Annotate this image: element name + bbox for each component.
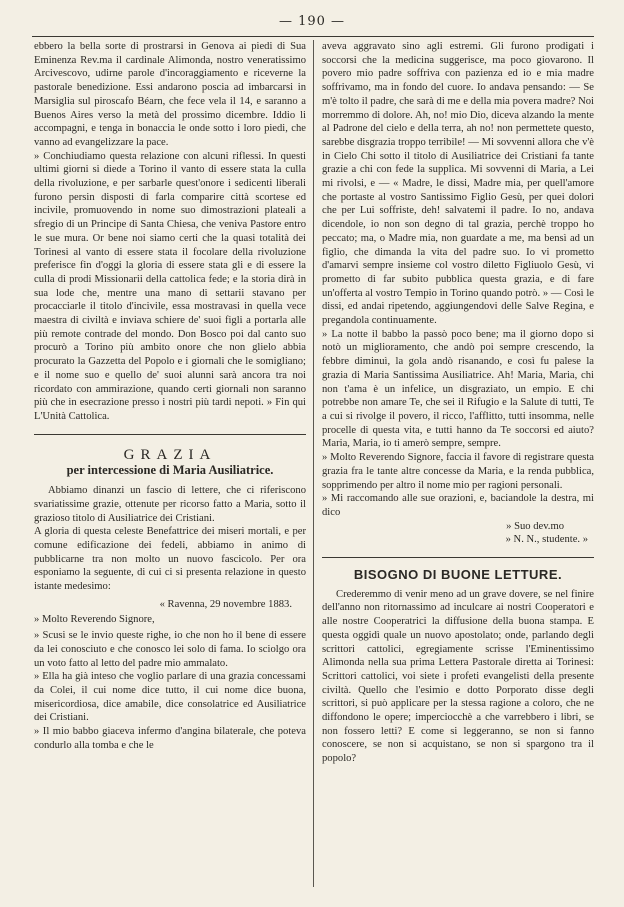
letter-closing: » Suo dev.mo bbox=[506, 520, 564, 532]
grazia-paragraph-1: Abbiamo dinanzi un fascio di lettere, che ci riferiscono svariatissime grazie, ottenute per ricorso fatto a Maria, sotto il grazioso titolo di Ausiliatrice dei Cristiani. bbox=[34, 485, 306, 524]
grazia-subtitle: per intercessione di Maria Ausiliatrice. bbox=[66, 463, 274, 478]
letter-paragraph-1: » Scusi se le invio queste righe, io che non ho il bene di essere da lei conosciuto e che conosco lei solo di fama. Io sciolgo ora un voto fatto al letto del padre mio ammalato. bbox=[34, 630, 306, 669]
grazia-title: GRAZIA bbox=[123, 446, 217, 463]
bisogno-paragraph: Crederemmo di venir meno ad un grave dovere, se nel finire dell'anno non ritornassimo ad inculcare ai nostri Cooperatori e alle nostre Cooperatrici la diffusione della buona stampa. E questa oggidì quale un nuovo apostolato; onde, parlando degli scrittori cattolici, egregiamente scrisse l'Eminentissimo Alimonda nella sua prima Lettera Pastorale diretta ai Torinesi: Scrittori cattolici, voi siete i profeti evangelisti della presente civiltà. Quello che l'esimio e dotto Porporato disse degli scrittori, si può applicare per la stessa ragione a coloro, che ne diffondono le opere; imperciocchè a che varrebbero i libri, se non fossero letti? E come si leggeranno, se non si fanno conoscere, se non si acquistano, se non si spargono tra il popolo? bbox=[322, 588, 594, 765]
letter-signature: » N. N., studente. » bbox=[505, 534, 588, 546]
bisogno-title: BISOGNO DI BUONE LETTURE. bbox=[353, 567, 563, 583]
column-divider bbox=[313, 40, 314, 887]
letter-salutation: » Molto Reverendo Signore, bbox=[34, 614, 155, 626]
letter-date: « Ravenna, 29 novembre 1883. bbox=[159, 598, 292, 610]
right-paragraph-4: » Mi raccomando alle sue orazioni, e, baciandole la destra, mi dico bbox=[322, 493, 594, 518]
left-column bbox=[34, 40, 306, 752]
right-paragraph-3: » Molto Reverendo Signore, faccia il favore di registrare questa grazia fra le tante altre concesse da Maria, e la renda pubblica, sopprimendo per altro il nome mio per ragioni personali. bbox=[322, 452, 594, 491]
right-column bbox=[322, 40, 594, 766]
section-rule-right bbox=[322, 557, 594, 558]
section-rule bbox=[34, 434, 306, 435]
right-paragraph-1: aveva aggravato sino agli estremi. Gli furono prodigati i soccorsi che la medicina suggerisce, ma poco giovarono. Il povero mio padre soffriva con pazienza ed io e mia madre soffrivamo, ma in fondo del cuore. Io andava pensando: — Se m'è tolto il padre, che sarà di me e della mia povera madre? Noi morremmo di dolore. Ah, no! mio Dio, diceva alzando la mente al Padrone del cielo e della terra, ah no! non permettete questo, sarebbe disgrazia troppo terribile! — Mi sovvenni allora che v'è in Cielo Chi sotto il titolo di Ausiliatrice dei Cristiani fa tante grazie a chi con fede la supplica. Mi sovvenni di Maria, a Lei mi rivolsi, e — « Madre, le dissi, Madre mia, per quell'amore che portaste al vostro Santissimo Figlio Gesù, per quei dolori che per Lui soffriste, deh! salvatemi il padre. Io no, andava dicendole, io non son degno di tal grazia, perchè troppo ho peccato; ma, o Madre mia, non guardate a me, ma bensì ad un figlio, che dimanda la vita del padre suo. Io vi prometto d'amarvi sempre insieme col vostro diletto Figliuolo Gesù, vi prometto di far subito pubblica questa grazia, e di fare un'offerta al vostro Tempio in Torino quando potrò. » — Così le dissi, ed andai ripetendo, aggiungendovi delle Salve Regina, e pregandola continuamente. bbox=[322, 41, 594, 327]
right-paragraph-2: » La notte il babbo la passò poco bene; ma il giorno dopo si notò un miglioramento, che andò poi sempre crescendo, la febbre diminuì, la gola andò risanando, e così fu palese la grazia di Maria Santissima Ausiliatrice. Ah! Maria, Maria, chi non t'ama è un infelice, un disgraziato, un empio. E chi potrebbe non amare Te, che sei il Rifugio e la Salute di tutti, Te a cui si rivolge il povero, il ricco, l'afflitto, tutti insomma, nelle procelle di questa vita, e tutti hanno da Te soccorsi ed aiuto? Maria, Maria, io ti amerò sempre, sempre. bbox=[322, 328, 594, 450]
page-number: — 190 — bbox=[278, 14, 346, 29]
grazia-paragraph-2: A gloria di questa celeste Benefattrice dei miseri mortali, e per comune edificazione dei fedeli, abbiamo in animo di pubblicarne tra non molto un nuovo fascicolo. Per ora esponiamo la seguente, di cui ci si presenta relazione in questo istante medesimo: bbox=[34, 526, 306, 593]
left-paragraph-1: ebbero la bella sorte di prostrarsi in Genova ai piedi di Sua Eminenza Rev.ma il cardinale Alimonda, nostro veneratissimo Arcivescovo, udirne parole d'incoraggiamento e riceverne la pastorale benedizione. Essi andarono poscia ad imbarcarsi in Marsiglia sul piroscafo Béarn, che fece vela il 14, e saranno a Buenos Aires verso la metà del prossimo dicembre. Iddio li accompagni, e tenga in bonaccia le onde sotto i loro piedi, che vanno ad evangelizzare la pace. bbox=[34, 41, 306, 148]
letter-paragraph-2: » Ella ha già inteso che voglio parlare di una grazia concessami da Colei, il cui nome dice tutto, il cui nome dice buona, misericordiosa, dice amabile, dice consolatrice ed Ausiliatrice dei Cristiani. bbox=[34, 671, 306, 724]
letter-paragraph-3: » Il mio babbo giaceva infermo d'angina bilaterale, che poteva condurlo alla tomba e che le bbox=[34, 726, 306, 751]
left-paragraph-2: » Conchiudiamo questa relazione con alcuni riflessi. In questi ultimi giorni si diede a Torino il vanto di essere stata la culla della rivoluzione, e per sarbarle quest'onore i sedicenti liberali furono persin disposti di farla comparire città scortese ed incivile, promuovendo in nome suo dimostrazioni plateali a sfregio di un Principe di Santa Chiesa, che veniva Pastore entro le sue mura. Or bene noi siamo certi che la quasi totalità dei Torinesi al vanto di essere stata il focolare della rivoluzione preferisce fin d'oggi la gloria di essere stata gli e di essere la culla di prodi Missionarii della cattolica fede; e la storia dirà in sua lode che, mentre una mano di settarii stavano per procacciarle il titolo d'incivile, essa mostravasi in quella vece maestra di civiltà e inviava schiere de' suoi figli a portarla alle più remote contrade del mondo. Don Bosco poi dal canto suo procurò a Torino più ambito onore che non glielo abbia procurato la Gazzetta del Popolo e i giornali che le somigliano; e il nome suo e quello de' suoi alunni sarà ancora tra noi ricordato con ammirazione, quando certi giornali non saranno più che in esecrazione presso i nostri più tardi nepoti. » Fin qui L'Unità Cattolica. bbox=[34, 150, 306, 422]
header-rule bbox=[32, 36, 594, 37]
